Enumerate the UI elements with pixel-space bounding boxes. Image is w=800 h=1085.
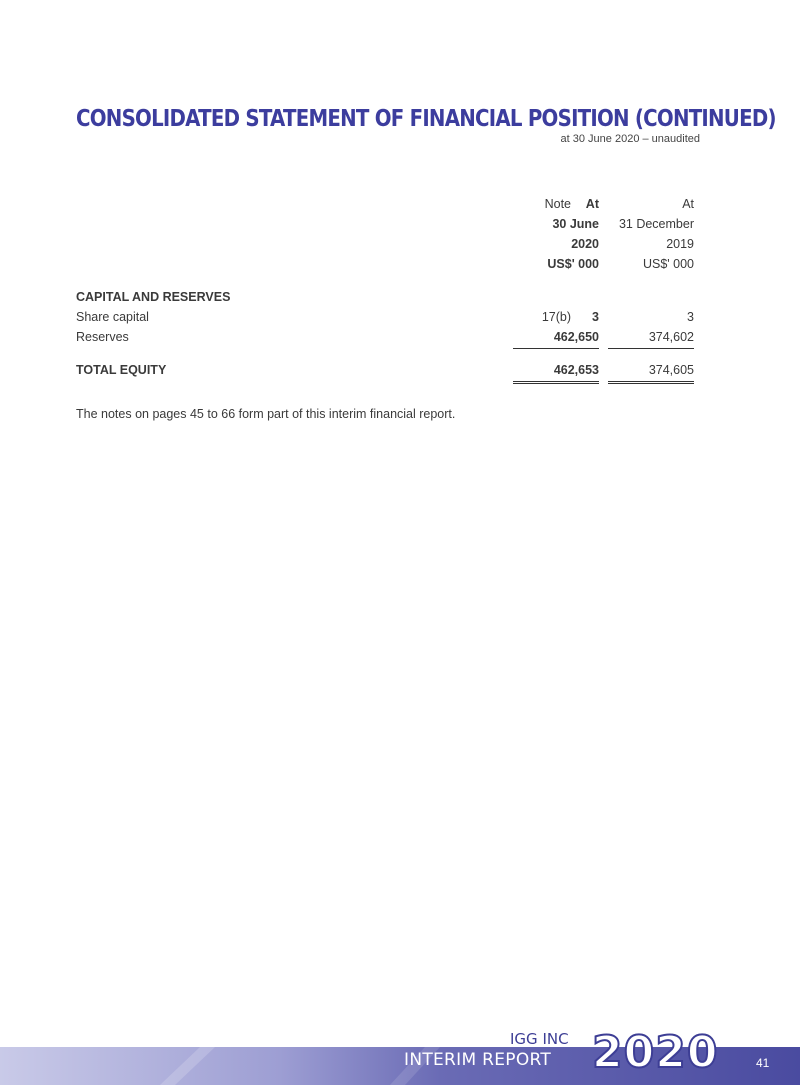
prior-period-header-unit: US$' 000 <box>642 257 694 271</box>
note-column-header: Note <box>544 197 571 211</box>
table-row <box>76 308 700 328</box>
header-row <box>76 195 700 215</box>
row-label: Share capital <box>76 310 149 324</box>
report-year-logo: 2020 <box>592 1027 719 1078</box>
section-heading-row <box>76 288 700 308</box>
total-label: TOTAL EQUITY <box>76 363 167 377</box>
financial-statement-table <box>76 195 700 381</box>
row-note-ref: 17(b) <box>541 310 571 324</box>
company-name: IGG INC <box>510 1030 569 1048</box>
prior-period-header-date: 31 December <box>618 217 694 231</box>
row-prior-value: 3 <box>687 310 694 324</box>
footnote: The notes on pages 45 to 66 form part of this interim financial report. <box>76 407 456 421</box>
header-row <box>76 235 700 255</box>
statement-date-subtitle: at 30 June 2020 – unaudited <box>560 133 700 145</box>
total-current-value: 462,653 <box>553 363 599 377</box>
prior-period-header-at: At <box>682 197 694 211</box>
page-number: 41 <box>756 1056 770 1070</box>
page-title: CONSOLIDATED STATEMENT OF FINANCIAL POSITION (CONTINUED) <box>76 106 776 132</box>
current-period-header-year: 2020 <box>571 237 599 251</box>
section-heading: CAPITAL AND RESERVES <box>76 290 231 304</box>
current-period-header-unit: US$' 000 <box>547 257 599 271</box>
prior-period-header-year: 2019 <box>666 237 694 251</box>
current-period-header-at: At <box>585 197 599 211</box>
row-current-value: 3 <box>592 310 599 324</box>
report-type: INTERIM REPORT <box>404 1050 552 1070</box>
row-label: Reserves <box>76 330 129 344</box>
header-row <box>76 215 700 235</box>
total-row <box>76 361 700 381</box>
header-row <box>76 255 700 275</box>
table-row <box>76 328 700 348</box>
current-period-header-date: 30 June <box>552 217 599 231</box>
total-prior-value: 374,605 <box>648 363 694 377</box>
row-prior-value: 374,602 <box>648 330 694 344</box>
row-current-value: 462,650 <box>553 330 599 344</box>
